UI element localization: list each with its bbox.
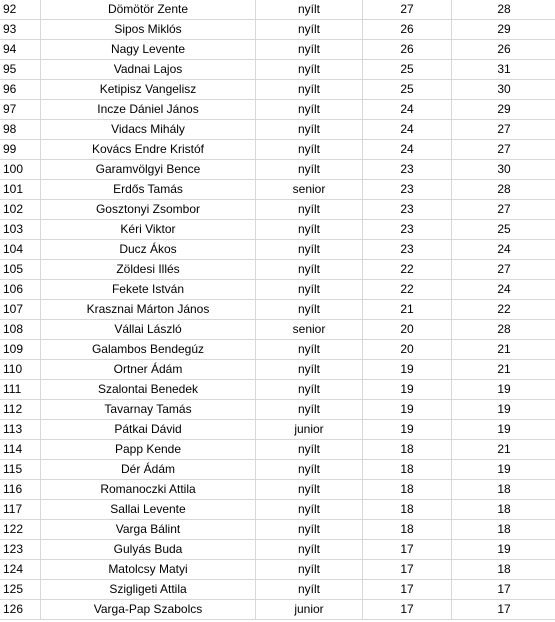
name-cell[interactable]: Ducz Ákos	[41, 240, 256, 260]
score2-cell[interactable]: 19	[452, 400, 555, 420]
score2-cell[interactable]: 21	[452, 440, 555, 460]
score1-cell[interactable]: 17	[363, 540, 452, 560]
score1-cell[interactable]: 23	[363, 240, 452, 260]
table-row[interactable]	[0, 520, 555, 540]
rank-cell[interactable]: 106	[0, 280, 41, 300]
score2-cell[interactable]: 30	[452, 160, 555, 180]
name-cell[interactable]: Krasznai Márton János	[41, 300, 256, 320]
table-row[interactable]	[0, 500, 555, 520]
table-row[interactable]	[0, 240, 555, 260]
score2-cell[interactable]: 24	[452, 240, 555, 260]
score1-cell[interactable]: 23	[363, 180, 452, 200]
rank-cell[interactable]: 112	[0, 400, 41, 420]
category-cell[interactable]: junior	[256, 420, 363, 440]
category-cell[interactable]: nyílt	[256, 60, 363, 80]
name-cell[interactable]: Tavarnay Tamás	[41, 400, 256, 420]
category-cell[interactable]: nyílt	[256, 40, 363, 60]
rank-cell[interactable]: 109	[0, 340, 41, 360]
category-cell[interactable]: nyílt	[256, 480, 363, 500]
score2-cell[interactable]: 31	[452, 60, 555, 80]
table-row[interactable]	[0, 460, 555, 480]
rank-cell[interactable]: 108	[0, 320, 41, 340]
name-cell[interactable]: Matolcsy Matyi	[41, 560, 256, 580]
score2-cell[interactable]: 29	[452, 100, 555, 120]
score2-cell[interactable]: 19	[452, 380, 555, 400]
category-cell[interactable]: nyílt	[256, 100, 363, 120]
score1-cell[interactable]: 26	[363, 40, 452, 60]
name-cell[interactable]: Ortner Ádám	[41, 360, 256, 380]
score2-cell[interactable]: 19	[452, 460, 555, 480]
category-cell[interactable]: nyílt	[256, 560, 363, 580]
score2-cell[interactable]: 24	[452, 280, 555, 300]
table-row[interactable]	[0, 540, 555, 560]
score1-cell[interactable]: 24	[363, 120, 452, 140]
score1-cell[interactable]: 18	[363, 480, 452, 500]
score1-cell[interactable]: 24	[363, 140, 452, 160]
table-row[interactable]	[0, 580, 555, 600]
category-cell[interactable]: nyílt	[256, 340, 363, 360]
name-cell[interactable]: Fekete István	[41, 280, 256, 300]
category-cell[interactable]: nyílt	[256, 260, 363, 280]
rank-cell[interactable]: 124	[0, 560, 41, 580]
name-cell[interactable]: Incze Dániel János	[41, 100, 256, 120]
score2-cell[interactable]: 21	[452, 340, 555, 360]
score1-cell[interactable]: 20	[363, 320, 452, 340]
score1-cell[interactable]: 19	[363, 400, 452, 420]
score2-cell[interactable]: 28	[452, 320, 555, 340]
score2-cell[interactable]: 29	[452, 20, 555, 40]
category-cell[interactable]: nyílt	[256, 280, 363, 300]
name-cell[interactable]: Szigligeti Attila	[41, 580, 256, 600]
table-row[interactable]	[0, 420, 555, 440]
category-cell[interactable]: nyílt	[256, 20, 363, 40]
rank-cell[interactable]: 102	[0, 200, 41, 220]
table-row[interactable]	[0, 60, 555, 80]
category-cell[interactable]: senior	[256, 180, 363, 200]
category-cell[interactable]: nyílt	[256, 80, 363, 100]
score2-cell[interactable]: 22	[452, 300, 555, 320]
table-row[interactable]	[0, 280, 555, 300]
name-cell[interactable]: Ketipisz Vangelisz	[41, 80, 256, 100]
score1-cell[interactable]: 23	[363, 200, 452, 220]
rank-cell[interactable]: 98	[0, 120, 41, 140]
name-cell[interactable]: Kéri Viktor	[41, 220, 256, 240]
score2-cell[interactable]: 28	[452, 180, 555, 200]
score1-cell[interactable]: 22	[363, 280, 452, 300]
score2-cell[interactable]: 19	[452, 540, 555, 560]
score2-cell[interactable]: 27	[452, 260, 555, 280]
score2-cell[interactable]: 28	[452, 0, 555, 20]
category-cell[interactable]: nyílt	[256, 120, 363, 140]
name-cell[interactable]: Vállai László	[41, 320, 256, 340]
score2-cell[interactable]: 27	[452, 140, 555, 160]
rank-cell[interactable]: 125	[0, 580, 41, 600]
score1-cell[interactable]: 19	[363, 380, 452, 400]
table-row[interactable]	[0, 480, 555, 500]
rank-cell[interactable]: 113	[0, 420, 41, 440]
rank-cell[interactable]: 94	[0, 40, 41, 60]
table-row[interactable]	[0, 320, 555, 340]
score1-cell[interactable]: 24	[363, 100, 452, 120]
score1-cell[interactable]: 19	[363, 420, 452, 440]
name-cell[interactable]: Dömötör Zente	[41, 0, 256, 20]
category-cell[interactable]: nyílt	[256, 200, 363, 220]
rank-cell[interactable]: 93	[0, 20, 41, 40]
score1-cell[interactable]: 18	[363, 440, 452, 460]
score1-cell[interactable]: 26	[363, 20, 452, 40]
category-cell[interactable]: nyílt	[256, 460, 363, 480]
table-row[interactable]	[0, 140, 555, 160]
table-row[interactable]	[0, 600, 555, 620]
table-row[interactable]	[0, 340, 555, 360]
table-row[interactable]	[0, 0, 555, 20]
score2-cell[interactable]: 21	[452, 360, 555, 380]
category-cell[interactable]: nyílt	[256, 240, 363, 260]
score2-cell[interactable]: 27	[452, 200, 555, 220]
category-cell[interactable]: nyílt	[256, 540, 363, 560]
name-cell[interactable]: Szalontai Benedek	[41, 380, 256, 400]
rank-cell[interactable]: 96	[0, 80, 41, 100]
score1-cell[interactable]: 17	[363, 560, 452, 580]
rank-cell[interactable]: 114	[0, 440, 41, 460]
name-cell[interactable]: Varga-Pap Szabolcs	[41, 600, 256, 620]
name-cell[interactable]: Vadnai Lajos	[41, 60, 256, 80]
table-row[interactable]	[0, 200, 555, 220]
score1-cell[interactable]: 20	[363, 340, 452, 360]
table-row[interactable]	[0, 440, 555, 460]
name-cell[interactable]: Vidacs Mihály	[41, 120, 256, 140]
table-row[interactable]	[0, 120, 555, 140]
score1-cell[interactable]: 21	[363, 300, 452, 320]
category-cell[interactable]: nyílt	[256, 520, 363, 540]
table-row[interactable]	[0, 260, 555, 280]
name-cell[interactable]: Pátkai Dávid	[41, 420, 256, 440]
category-cell[interactable]: nyílt	[256, 300, 363, 320]
table-row[interactable]	[0, 220, 555, 240]
category-cell[interactable]: nyílt	[256, 160, 363, 180]
score1-cell[interactable]: 25	[363, 80, 452, 100]
rank-cell[interactable]: 103	[0, 220, 41, 240]
score2-cell[interactable]: 19	[452, 420, 555, 440]
category-cell[interactable]: nyílt	[256, 140, 363, 160]
rank-cell[interactable]: 123	[0, 540, 41, 560]
score1-cell[interactable]: 19	[363, 360, 452, 380]
category-cell[interactable]: nyílt	[256, 0, 363, 20]
name-cell[interactable]: Dér Ádám	[41, 460, 256, 480]
table-row[interactable]	[0, 80, 555, 100]
rank-cell[interactable]: 101	[0, 180, 41, 200]
score2-cell[interactable]: 26	[452, 40, 555, 60]
score1-cell[interactable]: 22	[363, 260, 452, 280]
rank-cell[interactable]: 115	[0, 460, 41, 480]
score1-cell[interactable]: 25	[363, 60, 452, 80]
rank-cell[interactable]: 97	[0, 100, 41, 120]
rank-cell[interactable]: 105	[0, 260, 41, 280]
category-cell[interactable]: senior	[256, 320, 363, 340]
rank-cell[interactable]: 117	[0, 500, 41, 520]
score1-cell[interactable]: 23	[363, 220, 452, 240]
table-row[interactable]	[0, 40, 555, 60]
score2-cell[interactable]: 27	[452, 120, 555, 140]
table-row[interactable]	[0, 20, 555, 40]
rank-cell[interactable]: 126	[0, 600, 41, 620]
name-cell[interactable]: Zöldesi Illés	[41, 260, 256, 280]
category-cell[interactable]: nyílt	[256, 380, 363, 400]
name-cell[interactable]: Galambos Bendegúz	[41, 340, 256, 360]
rank-cell[interactable]: 107	[0, 300, 41, 320]
name-cell[interactable]: Nagy Levente	[41, 40, 256, 60]
rank-cell[interactable]: 92	[0, 0, 41, 20]
rank-cell[interactable]: 116	[0, 480, 41, 500]
rank-cell[interactable]: 100	[0, 160, 41, 180]
table-row[interactable]	[0, 100, 555, 120]
rank-cell[interactable]: 99	[0, 140, 41, 160]
category-cell[interactable]: nyílt	[256, 360, 363, 380]
score1-cell[interactable]: 27	[363, 0, 452, 20]
name-cell[interactable]: Erdős Tamás	[41, 180, 256, 200]
score2-cell[interactable]: 18	[452, 520, 555, 540]
category-cell[interactable]: nyílt	[256, 440, 363, 460]
category-cell[interactable]: junior	[256, 600, 363, 620]
rank-cell[interactable]: 111	[0, 380, 41, 400]
name-cell[interactable]: Romanoczki Attila	[41, 480, 256, 500]
name-cell[interactable]: Sipos Miklós	[41, 20, 256, 40]
rank-cell[interactable]: 110	[0, 360, 41, 380]
table-row[interactable]	[0, 160, 555, 180]
name-cell[interactable]: Sallai Levente	[41, 500, 256, 520]
table-row[interactable]	[0, 360, 555, 380]
score1-cell[interactable]: 17	[363, 600, 452, 620]
name-cell[interactable]: Garamvölgyi Bence	[41, 160, 256, 180]
table-row[interactable]	[0, 400, 555, 420]
score1-cell[interactable]: 18	[363, 500, 452, 520]
name-cell[interactable]: Papp Kende	[41, 440, 256, 460]
score1-cell[interactable]: 23	[363, 160, 452, 180]
score2-cell[interactable]: 17	[452, 580, 555, 600]
table-row[interactable]	[0, 560, 555, 580]
table-row[interactable]	[0, 180, 555, 200]
score1-cell[interactable]: 17	[363, 580, 452, 600]
score2-cell[interactable]: 18	[452, 500, 555, 520]
table-row[interactable]	[0, 380, 555, 400]
name-cell[interactable]: Varga Bálint	[41, 520, 256, 540]
rank-cell[interactable]: 104	[0, 240, 41, 260]
rank-cell[interactable]: 95	[0, 60, 41, 80]
rank-cell[interactable]: 122	[0, 520, 41, 540]
name-cell[interactable]: Gosztonyi Zsombor	[41, 200, 256, 220]
name-cell[interactable]: Gulyás Buda	[41, 540, 256, 560]
score2-cell[interactable]: 25	[452, 220, 555, 240]
category-cell[interactable]: nyílt	[256, 400, 363, 420]
category-cell[interactable]: nyílt	[256, 580, 363, 600]
score2-cell[interactable]: 17	[452, 600, 555, 620]
score2-cell[interactable]: 30	[452, 80, 555, 100]
score2-cell[interactable]: 18	[452, 480, 555, 500]
score2-cell[interactable]: 18	[452, 560, 555, 580]
category-cell[interactable]: nyílt	[256, 500, 363, 520]
name-cell[interactable]: Kovács Endre Kristóf	[41, 140, 256, 160]
table-row[interactable]	[0, 300, 555, 320]
score1-cell[interactable]: 18	[363, 520, 452, 540]
category-cell[interactable]: nyílt	[256, 220, 363, 240]
score1-cell[interactable]: 18	[363, 460, 452, 480]
